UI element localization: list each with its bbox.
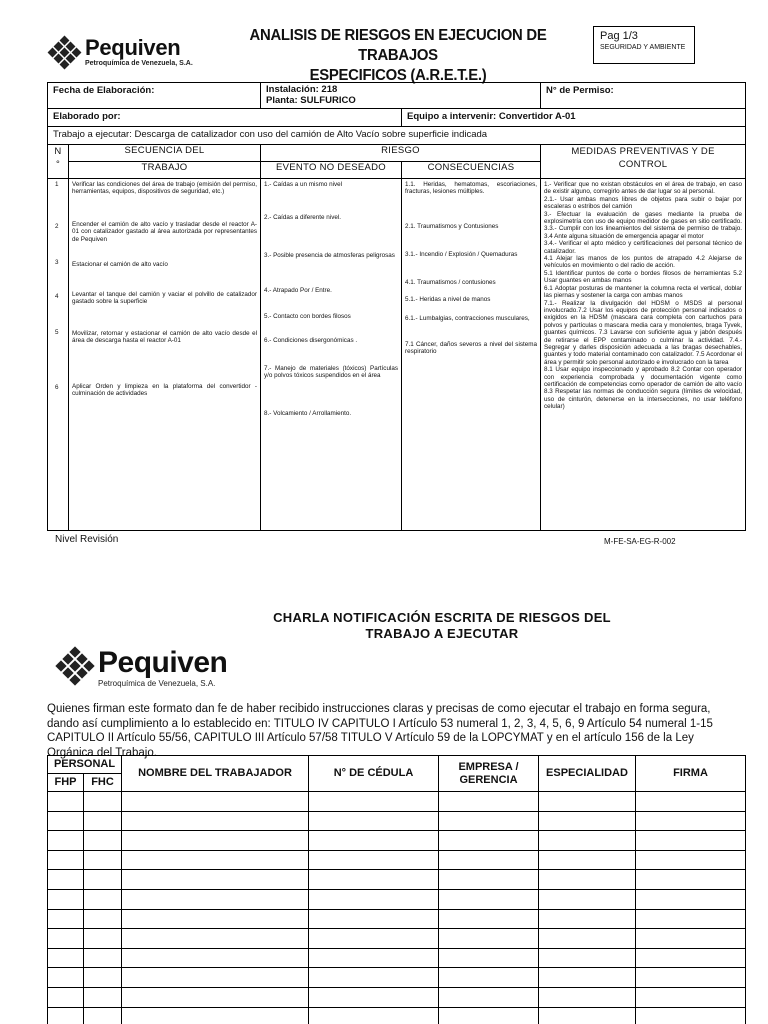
form-row-elaborado [48,109,746,127]
roster-row [48,929,746,949]
fhp-cell[interactable] [48,929,84,949]
especialidad-cell[interactable] [539,968,636,988]
cedula-cell[interactable] [309,889,439,909]
cedula-cell[interactable] [309,1007,439,1024]
nombre-cell[interactable] [122,811,309,831]
medida-item: 7.1.- Realizar la divulgación del HDSM o MSDS al personal involucrado.7.2 Usar los equipos de protección personal indicados o exigidos en la HDSM (mascara cara completa con cartuchos para polvos y partículas o mascara media cara y monolentes, braga Tyvek, guantes químicos. 7.3 Lavarse con suficiente agua y jabón después de retirarse el EPP contaminado o culminar la actividad. 7.4.- Segregar y darles disposición adecuada a las bragas desechables, guantes y todo material contaminado con catalizador. 7.5 Acordonar el área y permitir solo personal autorizado e involucrado con la tarea [544,299,743,366]
consecuencia-item: 2.1. Traumatismos y Contusiones [405,223,499,230]
step-number: 2 [55,223,59,230]
nombre-cell[interactable] [122,948,309,968]
medida-item: 3.- Efectuar la evaluación de gases mediante la prueba de explosimetría con uso de equipo medidor de gases en sitio certificado. 3.3.- Cumplir con los lineamientos del sistema de permiso de trabajo. 3.4 Ante alguna situación de emergencia apagar el motor [544,210,743,240]
medida-item: 3.4.- Verificar el apto médico y certificaciones del personal técnico de catalizador. [544,240,743,255]
document-title [210,26,586,86]
cedula-header: N° DE CÉDULA [309,756,439,792]
page-number: Pag 1/3 [600,30,638,42]
fhp-cell[interactable] [48,831,84,851]
col-secuencia-header-2: TRABAJO [69,162,261,179]
step-number: 3 [55,259,59,266]
roster-row [48,948,746,968]
evento-item: 7.- Manejo de materiales (tóxicos) Partículas y/o polvos tóxicos suspendidos en el área [264,365,398,380]
cedula-cell[interactable] [309,831,439,851]
evento-item: 8.- Volcamiento / Arrollamiento. [264,410,352,417]
nombre-cell[interactable] [122,831,309,851]
roster-row [48,850,746,870]
pequiven-diamond-icon [48,37,82,67]
fhp-cell[interactable] [48,909,84,929]
fhc-cell[interactable] [84,987,122,1007]
col-riesgo-header: RIESGO [261,145,541,162]
especialidad-cell[interactable] [539,929,636,949]
empresa-cell[interactable] [439,889,539,909]
empresa-cell[interactable] [439,968,539,988]
medida-item: 5.1 Identificar puntos de corte o bordes filosos de herramientas 5.2 Usar guantes en ambas manos [544,269,743,285]
especialidad-cell[interactable] [539,831,636,851]
fhp-cell[interactable] [48,870,84,890]
step-text: Encender el camión de alto vacío y trasladar desde el reactor A-01 con catalizador gastado al área autorizada por representantes de Pequiven [72,221,257,243]
empresa-cell[interactable] [439,909,539,929]
medida-item: 1.- Verificar que no existan obstáculos en el área de trabajo, en caso de existir alguno, corregirlo antes de dar lugar so al personal. [544,181,743,196]
fhp-cell[interactable] [48,850,84,870]
cedula-cell[interactable] [309,909,439,929]
fhp-cell[interactable] [48,948,84,968]
roster-row [48,831,746,851]
cedula-cell[interactable] [309,792,439,812]
especialidad-cell[interactable] [539,987,636,1007]
analysis-body-row [48,179,746,531]
especialidad-cell[interactable] [539,948,636,968]
empresa-cell[interactable] [439,987,539,1007]
evento-item: 1.- Caídas a un mismo nivel [264,181,343,188]
charla-intro-text: Quienes firman este formato dan fe de haber recibido instrucciones claras y precisas de como ejecutar el trabajo en forma segura, dando así cumplimiento a lo establecido en: TITULO IV CAPITULO I Artículo 53 numeral 1, 2, 3, 4, 5, 6, 9 Artículo 54 numeral 1-15 CAPITULO II Artículo 55/56, CAPITULO III Artículo 57/58 TITULO V Artículo 59 de la LOPCYMAT y en el artículo 156 de la Ley Orgánica del Trabajo. [47,703,713,759]
evento-item: 6.- Condiciones disergonómicas . [264,337,358,344]
worker-signature-table [47,755,746,1024]
firma-cell[interactable] [636,870,746,890]
empresa-header: EMPRESA / GERENCIA [439,756,539,792]
firma-cell[interactable] [636,792,746,812]
pequiven-logo-bottom [55,648,227,689]
especialidad-cell[interactable] [539,870,636,890]
fhc-cell[interactable] [84,870,122,890]
col-consecuencias-header: CONSECUENCIAS [402,162,541,179]
step-text: Estacionar el camión de alto vacío [72,261,168,268]
logo-subtitle: Petroquímica de Venezuela, S.A. [98,679,216,688]
fhc-cell[interactable] [84,792,122,812]
permiso-field[interactable]: N° de Permiso: [541,83,746,109]
instalacion-value: Instalación: 218 [266,84,338,95]
empresa-cell[interactable] [439,929,539,949]
fhc-cell[interactable] [84,831,122,851]
roster-row [48,909,746,929]
fhc-cell[interactable] [84,1007,122,1024]
col-num-line2: ° [55,159,61,170]
trabajo-field: Trabajo a ejecutar: Descarga de catalizador con uso del camión de Alto Vacío sobre superficie indicada [48,127,746,145]
fhc-cell[interactable] [84,889,122,909]
cedula-cell[interactable] [309,948,439,968]
title-line-2: ESPECIFICOS (A.R.E.T.E.) [309,67,487,84]
evento-item: 4.- Atrapado Por / Entre. [264,287,332,294]
consecuencia-item: 5.1.- Heridas a nivel de manos [405,296,491,303]
planta-value: Planta: SULFURICO [266,95,356,106]
step-number: 6 [55,384,59,391]
firma-cell[interactable] [636,1007,746,1024]
charla-title-line-2: TRABAJO A EJECUTAR [365,626,519,641]
form-row-trabajo [48,127,746,145]
empresa-cell[interactable] [439,870,539,890]
firma-cell[interactable] [636,948,746,968]
firma-cell[interactable] [636,831,746,851]
pequiven-diamond-icon [55,648,95,684]
consecuencia-item: 7.1 Cáncer, daños severos a nivel del sistema respiratorio [405,341,538,356]
step-text: Verificar las condiciones del área de trabajo (emisión del permiso, herramientas, equipos, dispositivos de seguridad, etc.) [72,181,257,196]
fhp-cell[interactable] [48,811,84,831]
roster-row [48,870,746,890]
roster-row [48,811,746,831]
cedula-cell[interactable] [309,811,439,831]
logo-name: Pequiven [98,646,228,679]
firma-cell[interactable] [636,909,746,929]
step-text: Levantar el tanque del camión y vaciar el polvillo de catalizador gastado sobre la superficie [72,291,257,306]
pequiven-logo-top [48,37,193,68]
fhc-cell[interactable] [84,968,122,988]
especialidad-cell[interactable] [539,1007,636,1024]
firma-cell[interactable] [636,929,746,949]
medida-item: 6.1 Adoptar posturas de mantener la columna recta el vertical, doblar las piernas y sostener la carga con ambas manos [544,284,743,300]
sequence-numbers [48,179,69,531]
step-number: 4 [55,293,59,300]
nivel-revision: Nivel Revisión [55,534,119,545]
fhc-cell[interactable] [84,811,122,831]
nombre-cell[interactable] [122,792,309,812]
nombre-cell[interactable] [122,889,309,909]
charla-title [244,610,640,642]
empresa-cell[interactable] [439,850,539,870]
fhp-header: FHP [48,774,84,792]
consecuencia-item: 1.1. Heridas, hematomas, escoriaciones, fracturas, lesiones múltiples. [405,181,538,196]
column-header-row-1 [48,145,746,162]
roster-body [48,792,746,1024]
charla-title-line-1: CHARLA NOTIFICACIÓN ESCRITA DE RIESGOS DEL [273,610,611,625]
evento-item: 3.- Posible presencia de atmosferas peligrosas [264,252,395,259]
sequence-steps [69,179,261,531]
nombre-cell[interactable] [122,929,309,949]
cedula-cell[interactable] [309,987,439,1007]
fhp-cell[interactable] [48,987,84,1007]
cedula-cell[interactable] [309,968,439,988]
cedula-cell[interactable] [309,870,439,890]
consecuencia-item: 6.1.- Lumbalgias, contracciones musculares, [405,315,530,322]
consecuencia-item: 3.1.- Incendio / Explosión / Quemaduras [405,251,518,258]
logo-subtitle: Petroquímica de Venezuela, S.A. [85,60,193,67]
firma-cell[interactable] [636,968,746,988]
especialidad-header: ESPECIALIDAD [539,756,636,792]
fhp-cell[interactable] [48,968,84,988]
roster-row [48,968,746,988]
personal-header: PERSONAL [48,756,122,774]
step-number: 1 [55,181,59,188]
especialidad-cell[interactable] [539,850,636,870]
consecuencia-item: 4.1. Traumatismos / contusiones [405,279,496,286]
fecha-field[interactable]: Fecha de Elaboración: [48,83,261,109]
firma-cell[interactable] [636,987,746,1007]
step-text: Movilizar, retornar y estacionar el camión de alto vacío desde el área de descarga hasta el reactor A-01 [72,330,257,345]
roster-row [48,1007,746,1024]
step-text: Aplicar Orden y limpieza en la plataforma del convertidor - culminación de actividades [72,383,257,398]
title-line-1: ANALISIS DE RIESGOS EN EJECUCION DE TRABAJOS [249,27,547,64]
empresa-cell[interactable] [439,831,539,851]
instalacion-field [261,83,541,109]
col-secuencia-header-1: SECUENCIA DEL [69,145,261,162]
fhc-cell[interactable] [84,948,122,968]
fhc-header: FHC [84,774,122,792]
nombre-header: NOMBRE DEL TRABAJADOR [122,756,309,792]
firma-cell[interactable] [636,850,746,870]
equipo-field: Equipo a intervenir: Convertidor A-01 [402,109,746,127]
medidas-list [541,179,746,531]
fhc-cell[interactable] [84,850,122,870]
nombre-cell[interactable] [122,987,309,1007]
col-num-line1: N [54,146,62,157]
especialidad-cell[interactable] [539,792,636,812]
step-number: 5 [55,329,59,336]
medida-item: 8.1 Usar equipo inspeccionado y aprobado 8.2 Contar con operador con experiencia comprobada y documentación vigente como certificación de competencias como operador de camión de alto vacío 8.3 Respetar las normas de conducción segura (límites de velocidad, uso de cinturón, detenerse en la intersecciones, no usar teléfono celular) [544,366,743,411]
fhp-cell[interactable] [48,792,84,812]
evento-item: 2.- Caídas a diferente nivel. [264,214,342,221]
empresa-cell[interactable] [439,811,539,831]
especialidad-cell[interactable] [539,811,636,831]
especialidad-cell[interactable] [539,889,636,909]
roster-header-row-1 [48,756,746,774]
col-evento-header: EVENTO NO DESEADO [261,162,402,179]
elaborado-field[interactable]: Elaborado por: [48,109,402,127]
fhc-cell[interactable] [84,909,122,929]
nombre-cell[interactable] [122,870,309,890]
fhp-cell[interactable] [48,1007,84,1024]
medida-item: 2.1.- Usar ambas manos libres de objetos para subir o bajar por escaleras o estribos del camión [544,195,743,211]
logo-name: Pequiven [85,35,181,60]
firma-cell[interactable] [636,889,746,909]
especialidad-cell[interactable] [539,909,636,929]
document-code: M-FE-SA-EG-R-002 [604,537,676,546]
fhc-cell[interactable] [84,929,122,949]
page-box [593,26,695,64]
firma-header: FIRMA [636,756,746,792]
col-medidas-header: MEDIDAS PREVENTIVAS Y DE CONTROL [541,145,746,179]
nombre-cell[interactable] [122,1007,309,1024]
nombre-cell[interactable] [122,850,309,870]
department-label: SEGURIDAD Y AMBIENTE [600,44,686,51]
col-num-header [48,145,69,179]
consecuencias-list [402,179,541,531]
firma-cell[interactable] [636,811,746,831]
roster-row [48,792,746,812]
roster-row [48,987,746,1007]
risk-analysis-table [47,82,746,531]
empresa-cell[interactable] [439,948,539,968]
roster-row [48,889,746,909]
empresa-cell[interactable] [439,1007,539,1024]
empresa-cell[interactable] [439,792,539,812]
medida-item: 4.1 Alejar las manos de los puntos de atrapado 4.2 Alejarse de vehículos en movimiento o del radio de acción. [544,255,743,270]
eventos-list [261,179,402,531]
form-row-fecha [48,83,746,109]
cedula-cell[interactable] [309,929,439,949]
cedula-cell[interactable] [309,850,439,870]
nombre-cell[interactable] [122,968,309,988]
nombre-cell[interactable] [122,909,309,929]
fhp-cell[interactable] [48,889,84,909]
evento-item: 5.- Contacto con bordes filosos [264,313,351,320]
